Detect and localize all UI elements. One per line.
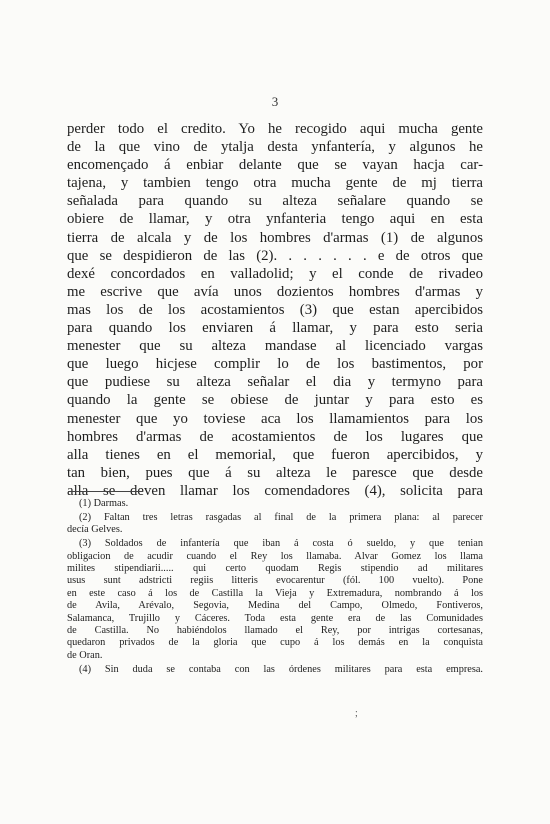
footnote-divider — [68, 491, 143, 492]
footnote-line: milites stipendiarii..... qui certo quodam Regis stipendio ad militares — [67, 563, 483, 575]
text-line: mas los de los acostamientos (3) que estan apercibidos — [67, 301, 483, 318]
footnote-line: (3) Soldados de infantería que iban á costa ó sueldo, y que tenian — [79, 538, 483, 550]
footnote-2 — [67, 512, 483, 537]
text-line: dexé concordados en valladolid; y el conde de rivadeo — [67, 265, 483, 282]
footnote-line: de Castilla. No habiéndolos llamado el Rey, por intrigas cortesanas, — [67, 625, 483, 637]
text-line: alla tienes en el memorial, que fueron apercibidos, y — [67, 446, 483, 463]
text-line: de la que vino de ytalja desta ynfantería, y algunos he — [67, 139, 483, 156]
text-line: que luego hicjese complir lo de los bastimentos, por — [67, 356, 483, 373]
end-mark: ; — [355, 708, 358, 719]
footnote-line: (1) Darmas. — [79, 498, 129, 509]
footnote-4 — [67, 664, 483, 676]
footnote-line: quedaron privados de la gloria que cupo á los demás en la conquista — [67, 637, 483, 649]
text-line: menester que su alteza mandase al licenciado vargas — [67, 338, 483, 355]
text-line: me escrive que avía unos dozientos hombres d'armas y — [67, 283, 483, 300]
footnote-line: usus sunt adstricti regiis litteris evocarentur (fól. 100 vuelto). Pone — [67, 575, 483, 587]
footnote-line: obligacion de acudir cuando el Rey los llamaba. Alvar Gomez los llama — [67, 550, 483, 562]
text-line: que se despidieron de las (2). . . . . . . e de otros que — [67, 247, 483, 264]
text-line: quando la gente se obiese de juntar y para esto es — [67, 392, 483, 409]
footnote-3 — [67, 538, 483, 662]
footnote-line: en este caso á los de Castilla la Vieja y Extremadura, nombrando á los — [67, 587, 483, 599]
footnotes — [67, 498, 483, 678]
footnote-line: decía Gelves. — [67, 524, 123, 536]
text-line: alla se deven llamar los comendadores (4), solicita para — [67, 482, 483, 499]
footnote-line: de Oran. — [67, 649, 103, 661]
footnote-line: (4) Sin duda se contaba con las órdenes militares para esta empresa. — [79, 663, 483, 675]
text-line: obiere de llamar, y otra ynfanteria tengo aqui en esta — [67, 211, 483, 228]
text-line: perder todo el credito. Yo he recogido aqui mucha gente — [67, 121, 483, 137]
footnote-1 — [67, 498, 483, 510]
footnote-line: de Avila, Arévalo, Segovia, Medina del Campo, Olmedo, Fontiveros, — [67, 600, 483, 612]
text-line: señalada para quando su alteza señalare quando se — [67, 193, 483, 210]
text-line: tan bien, pues que á su alteza le paresce que desde — [67, 464, 483, 481]
text-line: para quando los enviaren á llamar, y para esto seria — [67, 320, 483, 337]
text-line: encomençado á enbiar delante que se vayan hacja car- — [67, 157, 483, 174]
footnote-line: Salamanca, Trujillo y Cáceres. Toda esta gente era de las Comunidades — [67, 612, 483, 624]
main-text — [67, 120, 483, 500]
text-line: tajena, y tambien tengo otra mucha gente de mj tierra — [67, 175, 483, 192]
text-line: hombres d'armas de acostamientos de los lugares que — [67, 428, 483, 445]
page-number: 3 — [271, 94, 279, 109]
text-line: que pudiese su alteza señalar el dia y termyno para — [67, 374, 483, 391]
text-line: menester que yo toviese aca los llamamientos para los — [67, 410, 483, 427]
footnote-line: (2) Faltan tres letras rasgadas al final de la primera plana: al parecer — [79, 511, 483, 523]
text-line: tierra de alcala y de los hombres d'armas (1) de algunos — [67, 229, 483, 246]
